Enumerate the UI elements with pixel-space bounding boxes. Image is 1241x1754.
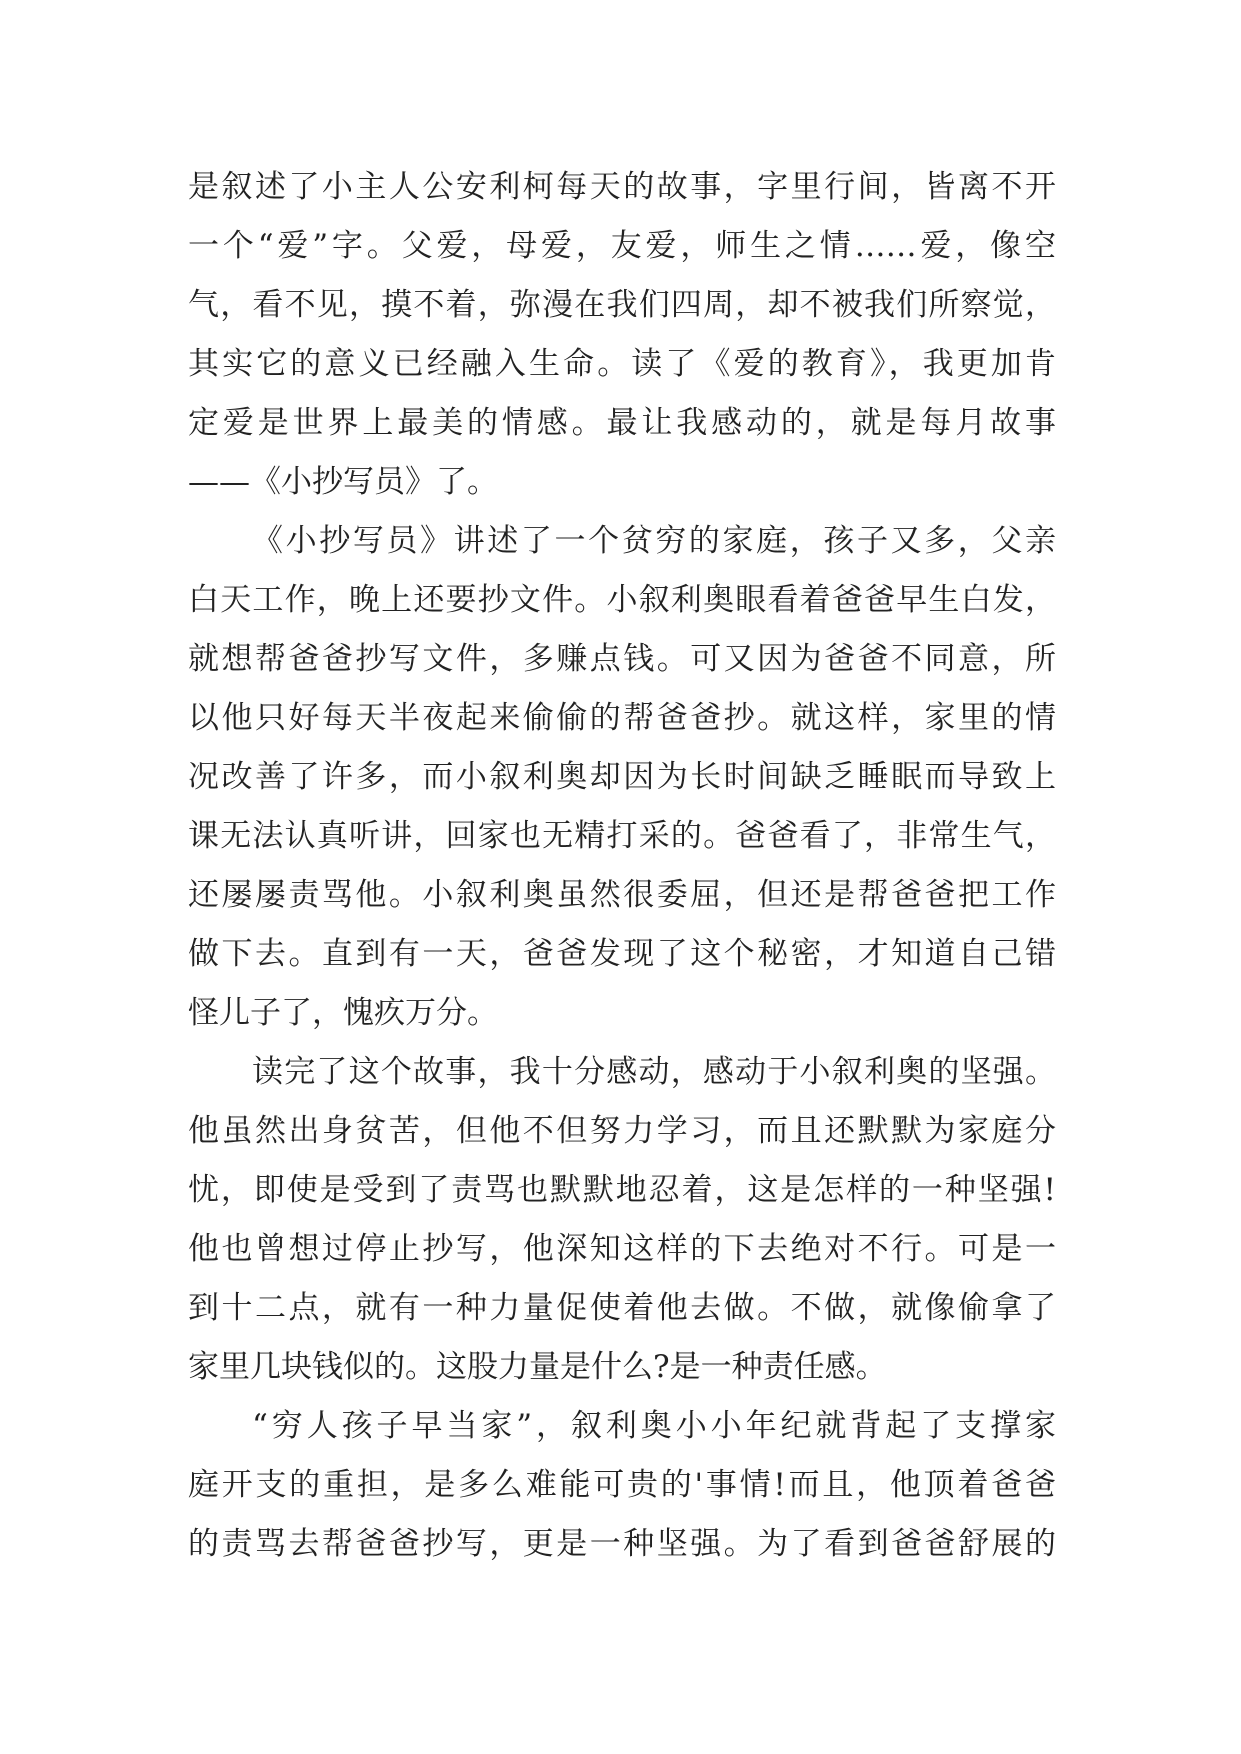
paragraph [188, 158, 1056, 512]
text-line: 做下去。直到有一天，爸爸发现了这个秘密，才知道自己错 [188, 936, 1056, 972]
text-line: ——《小抄写员》了。 [188, 464, 498, 500]
text-line: 他也曾想过停止抄写，他深知这样的下去绝对不行。可是一 [188, 1231, 1056, 1267]
text-body [188, 158, 1056, 1574]
text-line: “穷人孩子早当家”，叙利奥小小年纪就背起了支撑家 [252, 1408, 1056, 1444]
text-line: 他虽然出身贫苦，但他不但努力学习，而且还默默为家庭分 [188, 1113, 1056, 1149]
text-line: 读完了这个故事，我十分感动，感动于小叙利奥的坚强。 [252, 1054, 1056, 1090]
text-line: 是叙述了小主人公安利柯每天的故事，字里行间，皆离不开 [188, 169, 1056, 205]
text-line: 家里几块钱似的。这股力量是什么?是一种责任感。 [188, 1349, 887, 1385]
text-line: 的责骂去帮爸爸抄写，更是一种坚强。为了看到爸爸舒展的 [188, 1526, 1056, 1562]
text-line: 《小抄写员》讲述了一个贫穷的家庭，孩子又多，父亲 [252, 523, 1056, 559]
text-line: 忧，即使是受到了责骂也默默地忍着，这是怎样的一种坚强! [188, 1172, 1056, 1208]
paragraph [188, 1043, 1056, 1397]
text-line: 以他只好每天半夜起来偷偷的帮爸爸抄。就这样，家里的情 [188, 700, 1056, 736]
text-line: 就想帮爸爸抄写文件，多赚点钱。可又因为爸爸不同意，所 [188, 641, 1056, 677]
text-line: 白天工作，晚上还要抄文件。小叙利奥眼看着爸爸早生白发， [188, 582, 1056, 618]
text-line: 庭开支的重担，是多么难能可贵的'事情!而且，他顶着爸爸 [188, 1467, 1056, 1503]
text-line: 气，看不见，摸不着，弥漫在我们四周，却不被我们所察觉， [188, 287, 1056, 323]
text-line: 定爱是世界上最美的情感。最让我感动的，就是每月故事 [188, 405, 1056, 441]
text-line: 怪儿子了，愧疚万分。 [188, 995, 498, 1031]
text-line: 况改善了许多，而小叙利奥却因为长时间缺乏睡眠而导致上 [188, 759, 1056, 795]
paragraph [188, 1397, 1056, 1574]
text-line: 课无法认真听讲，回家也无精打采的。爸爸看了，非常生气， [188, 818, 1056, 854]
text-line: 其实它的意义已经融入生命。读了《爱的教育》，我更加肯 [188, 346, 1056, 382]
paragraph [188, 512, 1056, 1043]
text-line: 一个“爱”字。父爱，母爱，友爱，师生之情……爱，像空 [188, 228, 1056, 264]
text-line: 到十二点，就有一种力量促使着他去做。不做，就像偷拿了 [188, 1290, 1056, 1326]
text-line: 还屡屡责骂他。小叙利奥虽然很委屈，但还是帮爸爸把工作 [188, 877, 1056, 913]
